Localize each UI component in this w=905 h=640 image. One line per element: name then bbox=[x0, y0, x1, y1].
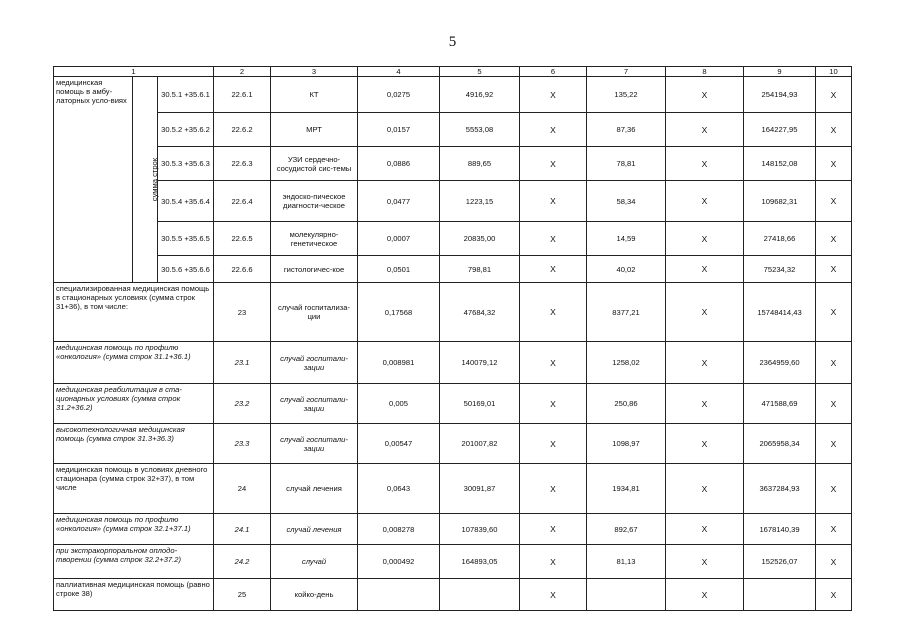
x-cell: Х bbox=[520, 283, 587, 342]
unit-cell: случай госпитали-зации bbox=[271, 342, 358, 384]
row-label: паллиативная медицинская помощь (равно строке 38) bbox=[54, 579, 214, 611]
value-cell bbox=[744, 579, 816, 611]
x-cell: Х bbox=[520, 579, 587, 611]
value-cell: 0,0275 bbox=[358, 77, 440, 113]
table-row bbox=[54, 384, 852, 424]
x-cell: Х bbox=[520, 147, 587, 181]
ref-cell: 30.5.4 +35.6.4 bbox=[158, 181, 214, 222]
value-cell: 75234,32 bbox=[744, 256, 816, 283]
value-cell: 5553,08 bbox=[440, 113, 520, 147]
header-cell: 1 bbox=[54, 67, 214, 77]
header-cell: 2 bbox=[214, 67, 271, 77]
table-row bbox=[54, 424, 852, 464]
table-row bbox=[54, 342, 852, 384]
value-cell: 2065958,34 bbox=[744, 424, 816, 464]
code-cell: 23.2 bbox=[214, 384, 271, 424]
x-cell: Х bbox=[816, 77, 852, 113]
table-row bbox=[54, 464, 852, 514]
x-cell: Х bbox=[520, 514, 587, 545]
x-cell: Х bbox=[666, 579, 744, 611]
value-cell: 4916,92 bbox=[440, 77, 520, 113]
value-cell: 30091,87 bbox=[440, 464, 520, 514]
value-cell: 148152,08 bbox=[744, 147, 816, 181]
x-cell: Х bbox=[666, 545, 744, 579]
value-cell: 0,0643 bbox=[358, 464, 440, 514]
value-cell: 135,22 bbox=[587, 77, 666, 113]
value-cell: 798,81 bbox=[440, 256, 520, 283]
value-cell: 250,86 bbox=[587, 384, 666, 424]
x-cell: Х bbox=[520, 222, 587, 256]
ref-cell: 30.5.5 +35.6.5 bbox=[158, 222, 214, 256]
value-cell bbox=[358, 579, 440, 611]
value-cell bbox=[587, 579, 666, 611]
value-cell: 254194,93 bbox=[744, 77, 816, 113]
unit-cell: случай госпитали-зации bbox=[271, 384, 358, 424]
x-cell: Х bbox=[816, 113, 852, 147]
header-row bbox=[54, 67, 852, 77]
x-cell: Х bbox=[520, 77, 587, 113]
code-cell: 23.1 bbox=[214, 342, 271, 384]
value-cell: 0,000492 bbox=[358, 545, 440, 579]
ref-cell: 30.5.2 +35.6.2 bbox=[158, 113, 214, 147]
value-cell: 0,008278 bbox=[358, 514, 440, 545]
code-cell: 22.6.4 bbox=[214, 181, 271, 222]
value-cell: 14,59 bbox=[587, 222, 666, 256]
x-cell: Х bbox=[666, 147, 744, 181]
value-cell: 58,34 bbox=[587, 181, 666, 222]
x-cell: Х bbox=[816, 342, 852, 384]
value-cell: 152526,07 bbox=[744, 545, 816, 579]
table-row bbox=[54, 514, 852, 545]
ref-cell: 30.5.3 +35.6.3 bbox=[158, 147, 214, 181]
row-label: медицинская помощь по профилю «онкология» (сумма строк 31.1+36.1) bbox=[54, 342, 214, 384]
header-cell: 4 bbox=[358, 67, 440, 77]
x-cell: Х bbox=[666, 222, 744, 256]
value-cell: 50169,01 bbox=[440, 384, 520, 424]
x-cell: Х bbox=[520, 545, 587, 579]
code-cell: 22.6.6 bbox=[214, 256, 271, 283]
value-cell: 87,36 bbox=[587, 113, 666, 147]
value-cell: 164227,95 bbox=[744, 113, 816, 147]
x-cell: Х bbox=[816, 256, 852, 283]
value-cell: 40,02 bbox=[587, 256, 666, 283]
value-cell: 889,65 bbox=[440, 147, 520, 181]
value-cell: 1098,97 bbox=[587, 424, 666, 464]
row-label: специализированная медицинская помощь в стационарных условиях (сумма строк 31+36), в том числе: bbox=[54, 283, 214, 342]
x-cell: Х bbox=[666, 424, 744, 464]
value-cell: 2364959,60 bbox=[744, 342, 816, 384]
unit-cell: случай госпитали-зации bbox=[271, 424, 358, 464]
value-cell: 0,0157 bbox=[358, 113, 440, 147]
code-cell: 22.6.2 bbox=[214, 113, 271, 147]
x-cell: Х bbox=[666, 77, 744, 113]
x-cell: Х bbox=[816, 424, 852, 464]
value-cell: 140079,12 bbox=[440, 342, 520, 384]
value-cell: 20835,00 bbox=[440, 222, 520, 256]
value-cell: 892,67 bbox=[587, 514, 666, 545]
value-cell: 0,00547 bbox=[358, 424, 440, 464]
code-cell: 23.3 bbox=[214, 424, 271, 464]
x-cell: Х bbox=[520, 256, 587, 283]
value-cell: 1258,02 bbox=[587, 342, 666, 384]
value-cell: 1223,15 bbox=[440, 181, 520, 222]
x-cell: Х bbox=[520, 464, 587, 514]
value-cell: 0,008981 bbox=[358, 342, 440, 384]
x-cell: Х bbox=[666, 256, 744, 283]
row-label: медицинская помощь в условиях дневного стационара (сумма строк 32+37), в том числе bbox=[54, 464, 214, 514]
table-row bbox=[54, 222, 852, 256]
value-cell: 164893,05 bbox=[440, 545, 520, 579]
x-cell: Х bbox=[816, 283, 852, 342]
header-cell: 10 bbox=[816, 67, 852, 77]
x-cell: Х bbox=[520, 113, 587, 147]
x-cell: Х bbox=[666, 342, 744, 384]
x-cell: Х bbox=[666, 113, 744, 147]
header-cell: 6 bbox=[520, 67, 587, 77]
code-cell: 25 bbox=[214, 579, 271, 611]
x-cell: Х bbox=[666, 283, 744, 342]
group-label: медицинская помощь в амбу-латорных усло-виях bbox=[54, 77, 133, 283]
value-cell: 3637284,93 bbox=[744, 464, 816, 514]
x-cell: Х bbox=[816, 147, 852, 181]
unit-cell: УЗИ сердечно-сосудистой сис-темы bbox=[271, 147, 358, 181]
code-cell: 22.6.5 bbox=[214, 222, 271, 256]
header-cell: 9 bbox=[744, 67, 816, 77]
value-cell: 81,13 bbox=[587, 545, 666, 579]
group-side-label: сумма строк bbox=[133, 77, 158, 283]
table-row bbox=[54, 113, 852, 147]
unit-cell: КТ bbox=[271, 77, 358, 113]
unit-cell: эндоско-пическое диагности-ческое bbox=[271, 181, 358, 222]
header-cell: 8 bbox=[666, 67, 744, 77]
unit-cell: случай лечения bbox=[271, 464, 358, 514]
ref-cell: 30.5.6 +35.6.6 bbox=[158, 256, 214, 283]
table-row bbox=[54, 283, 852, 342]
x-cell: Х bbox=[816, 579, 852, 611]
code-cell: 24 bbox=[214, 464, 271, 514]
row-label: медицинская реабилитация в ста-ционарных условиях (сумма строк 31.2+36.2) bbox=[54, 384, 214, 424]
unit-cell: случай лечения bbox=[271, 514, 358, 545]
unit-cell: случай госпитализа-ции bbox=[271, 283, 358, 342]
value-cell: 1678140,39 bbox=[744, 514, 816, 545]
code-cell: 23 bbox=[214, 283, 271, 342]
x-cell: Х bbox=[816, 222, 852, 256]
x-cell: Х bbox=[666, 181, 744, 222]
value-cell bbox=[440, 579, 520, 611]
code-cell: 24.1 bbox=[214, 514, 271, 545]
row-label: медицинская помощь по профилю «онкология» (сумма строк 32.1+37.1) bbox=[54, 514, 214, 545]
unit-cell: койко-день bbox=[271, 579, 358, 611]
table-row bbox=[54, 579, 852, 611]
ref-cell: 30.5.1 +35.6.1 bbox=[158, 77, 214, 113]
row-label: высокотехнологичная медицинская помощь (сумма строк 31.3+36.3) bbox=[54, 424, 214, 464]
x-cell: Х bbox=[666, 514, 744, 545]
table-row bbox=[54, 147, 852, 181]
page-number: 5 bbox=[448, 34, 457, 50]
x-cell: Х bbox=[520, 342, 587, 384]
table-row bbox=[54, 181, 852, 222]
header-cell: 5 bbox=[440, 67, 520, 77]
header-cell: 3 bbox=[271, 67, 358, 77]
value-cell: 8377,21 bbox=[587, 283, 666, 342]
value-cell: 15748414,43 bbox=[744, 283, 816, 342]
header-cell: 7 bbox=[587, 67, 666, 77]
unit-cell: гистологичес-кое bbox=[271, 256, 358, 283]
x-cell: Х bbox=[816, 545, 852, 579]
value-cell: 201007,82 bbox=[440, 424, 520, 464]
table-row bbox=[54, 77, 852, 113]
value-cell: 0,17568 bbox=[358, 283, 440, 342]
value-cell: 1934,81 bbox=[587, 464, 666, 514]
value-cell: 0,0007 bbox=[358, 222, 440, 256]
table-row bbox=[54, 545, 852, 579]
x-cell: Х bbox=[816, 464, 852, 514]
value-cell: 47684,32 bbox=[440, 283, 520, 342]
x-cell: Х bbox=[816, 384, 852, 424]
value-cell: 0,005 bbox=[358, 384, 440, 424]
unit-cell: МРТ bbox=[271, 113, 358, 147]
code-cell: 24.2 bbox=[214, 545, 271, 579]
x-cell: Х bbox=[520, 181, 587, 222]
tariff-table bbox=[53, 66, 852, 611]
x-cell: Х bbox=[520, 384, 587, 424]
value-cell: 27418,66 bbox=[744, 222, 816, 256]
unit-cell: случай bbox=[271, 545, 358, 579]
value-cell: 0,0886 bbox=[358, 147, 440, 181]
x-cell: Х bbox=[520, 424, 587, 464]
table-row bbox=[54, 256, 852, 283]
x-cell: Х bbox=[816, 181, 852, 222]
value-cell: 78,81 bbox=[587, 147, 666, 181]
value-cell: 0,0477 bbox=[358, 181, 440, 222]
x-cell: Х bbox=[666, 464, 744, 514]
row-label: при экстракорпоральном оплодо-творении (сумма строк 32.2+37.2) bbox=[54, 545, 214, 579]
value-cell: 471588,69 bbox=[744, 384, 816, 424]
unit-cell: молекулярно-генетическое bbox=[271, 222, 358, 256]
x-cell: Х bbox=[666, 384, 744, 424]
x-cell: Х bbox=[816, 514, 852, 545]
code-cell: 22.6.1 bbox=[214, 77, 271, 113]
code-cell: 22.6.3 bbox=[214, 147, 271, 181]
value-cell: 0,0501 bbox=[358, 256, 440, 283]
value-cell: 109682,31 bbox=[744, 181, 816, 222]
value-cell: 107839,60 bbox=[440, 514, 520, 545]
